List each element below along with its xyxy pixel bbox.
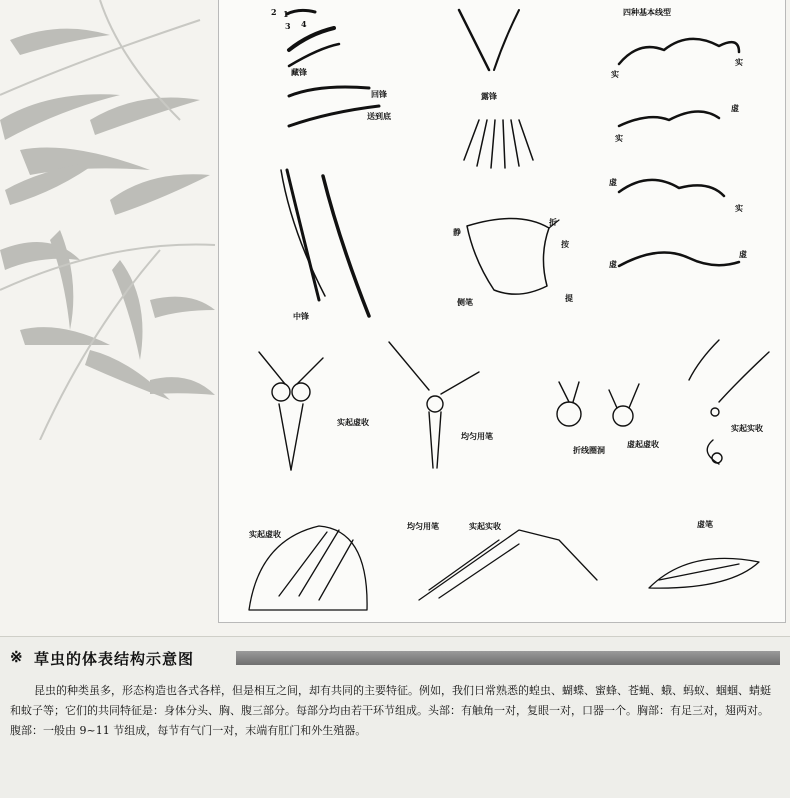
label-shiqishishou: 实起实收: [731, 423, 763, 433]
label-an: 按: [561, 239, 569, 249]
label-shiqishishou-2: 实起实收: [469, 521, 501, 531]
label-cefeng: 侧笔: [457, 297, 473, 307]
label-line-types-title: 四种基本线型: [623, 7, 671, 17]
label-xu-a: 虚: [731, 103, 739, 113]
label-lufeng: 露锋: [481, 91, 497, 101]
label-jing: 静: [453, 227, 461, 237]
technique-plate: [218, 0, 786, 623]
label-shi-d: 实: [735, 203, 743, 213]
section-paragraph: 昆虫的种类虽多，形态构造也各式各样，但是相互之间，却有共同的主要特征。例如，我们日常熟悉的蝗虫、蝴蝶、蜜蜂、苍蝇、蛾、蚂蚁、蝈蝈、蜻蜓和蚊子等；它们的共同特征是：身体分头、胸、腹三部分。每部分均由若干环节组成。头部：有触角一对，复眼一对，口器一个。胸部：有足三对，翅两对。腹部：一般由 9~11 节组成，每节有气门一对，末端有肛门和外生殖器。: [10, 684, 771, 737]
label-junyunyongbi-2: 均匀用笔: [407, 521, 439, 531]
label-zhongfeng: 中锋: [293, 311, 309, 321]
label-num-3: 3: [285, 21, 291, 31]
label-num-1: 1: [283, 9, 289, 19]
label-ti: 提: [565, 293, 573, 303]
reference-mark-icon: ※: [10, 648, 23, 666]
label-shi-a: 实: [611, 69, 619, 79]
label-junyunyongbi-1: 均匀用笔: [461, 431, 493, 441]
label-shiqixushou-2: 实起虚收: [249, 529, 281, 539]
label-xu-d: 虚: [739, 249, 747, 259]
label-num-2: 2: [271, 7, 277, 17]
section-title-row: [10, 647, 780, 669]
label-zhe: 折: [549, 217, 557, 227]
label-xuqixushou: 虚起虚收: [627, 439, 659, 449]
label-xu-b: 虚: [609, 177, 617, 187]
label-xubi: 虚笔: [697, 519, 713, 529]
section-title: 草虫的体表结构示意图: [34, 650, 195, 668]
label-xu-c: 虚: [609, 259, 617, 269]
label-cangfeng: 藏锋: [291, 67, 307, 77]
bamboo-painting: [0, 0, 220, 440]
label-songdaodi: 送到底: [367, 111, 391, 121]
insect-structure-section: [0, 636, 790, 798]
label-zhexianquanchuan: 折线圈洞: [573, 445, 605, 455]
label-shi-b: 实: [735, 57, 743, 67]
title-decorative-bar: [236, 651, 780, 665]
label-shi-c: 实: [615, 133, 623, 143]
label-shiqixushou-1: 实起虚收: [337, 417, 369, 427]
label-huifeng: 回锋: [371, 89, 387, 99]
label-num-4: 4: [301, 19, 307, 29]
